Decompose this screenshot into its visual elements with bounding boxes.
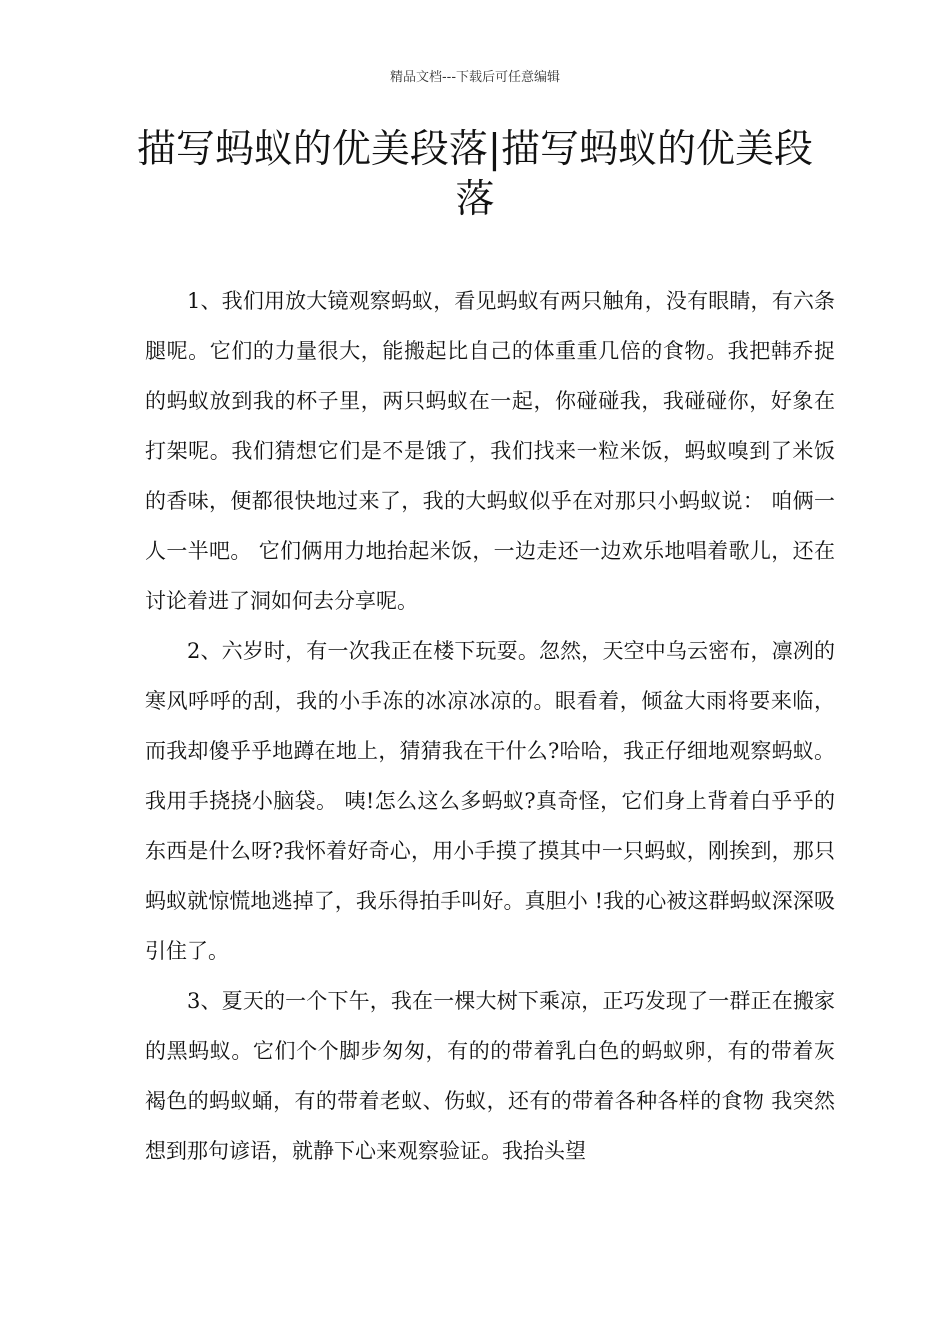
paragraph-3: 3、夏天的一个下午，我在一棵大树下乘凉，正巧发现了一群正在搬家的黑蚂蚁。它们个个脚步匆匆，有的的带着乳白色的蚂蚁卵，有的带着灰褐色的蚂蚁蛹，有的带着老蚁、伤蚁，还有的带着各种各样的食物 我突然想到那句谚语，就静下心来观察验证。我抬头望: [145, 989, 835, 1163]
document-title: 描写蚂蚁的优美段落|描写蚂蚁的优美段落: [136, 127, 814, 222]
paragraph-2: 2、六岁时，有一次我正在楼下玩耍。忽然，天空中乌云密布，凛冽的寒风呼呼的刮，我的小手冻的冰凉冰凉的。眼看着，倾盆大雨将要来临，而我却傻乎乎地蹲在地上，猜猜我在干什么?哈哈，我正仔细地观察蚂蚁。我用手挠挠小脑袋。 咦!怎么这么多蚂蚁?真奇怪，它们身上背着白乎乎的东西是什么呀?我怀着好奇心，用小手摸了摸其中一只蚂蚁，刚挨到，那只蚂蚁就惊慌地逃掉了，我乐得拍手叫好。真胆小 !我的心被这群蚂蚁深深吸引住了。: [145, 639, 835, 963]
paragraph-1: 1、我们用放大镜观察蚂蚁，看见蚂蚁有两只触角，没有眼睛，有六条腿呢。它们的力量很大，能搬起比自己的体重重几倍的食物。我把韩乔捉的蚂蚁放到我的杯子里，两只蚂蚁在一起，你碰碰我，我碰碰你，好象在打架呢。我们猜想它们是不是饿了，我们找来一粒米饭，蚂蚁嗅到了米饭的香味，便都很快地过来了，我的大蚂蚁似乎在对那只小蚂蚁说： 咱俩一人一半吧。 它们俩用力地抬起米饭，一边走还一边欢乐地唱着歌儿，还在讨论着进了洞如何去分享呢。: [145, 289, 835, 613]
page-header-note: 精品文档---下载后可任意编辑: [389, 70, 561, 85]
document-body: [145, 276, 835, 1176]
